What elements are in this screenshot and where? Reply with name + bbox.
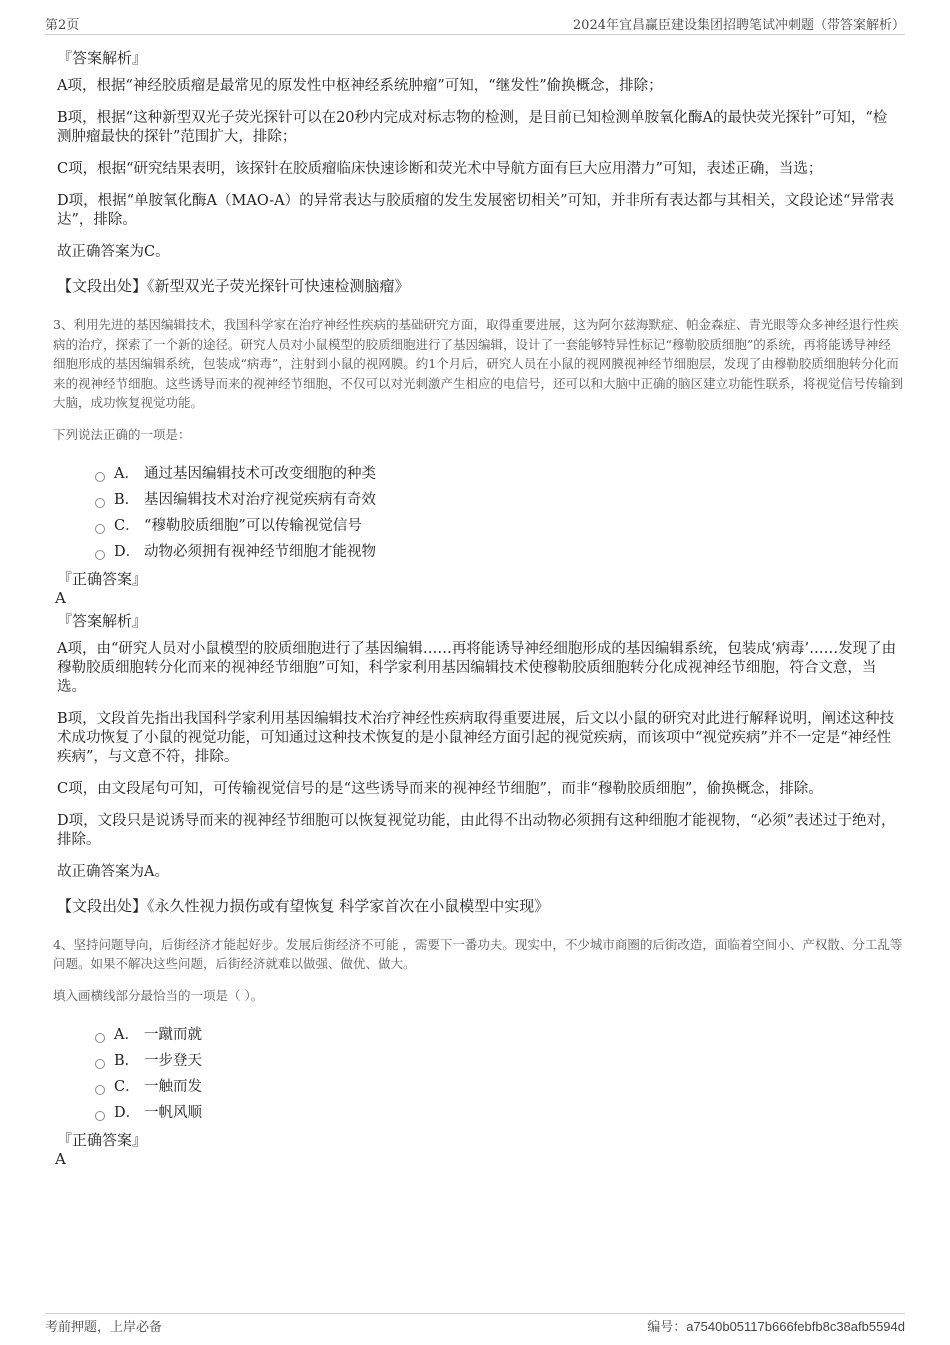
page-header — [45, 14, 905, 35]
q4-option-c[interactable] — [95, 1075, 897, 1101]
footer-slogan: 考前押题，上岸必备 — [45, 1320, 163, 1335]
q3-answer-label: 『正确答案』 — [57, 569, 148, 588]
q2-analysis-label: 『答案解析』 — [57, 49, 148, 67]
option-text: 一步登天 — [144, 1053, 202, 1069]
q3-options — [95, 462, 897, 566]
q2-source: 【文段出处】《新型双光子荧光探针可快速检测脑瘤》 — [57, 277, 410, 295]
q2-analysis-a: A项，根据“神经胶质瘤是最常见的原发性中枢神经系统肿瘤”可知，“继发性”偷换概念，排除； — [57, 78, 663, 94]
page-number: 第2页 — [45, 18, 80, 33]
option-letter: A． — [114, 1027, 139, 1043]
q3-analysis-label: 『答案解析』 — [57, 611, 148, 630]
q3-answer: A — [55, 588, 66, 607]
option-text: “穆勒胶质细胞”可以传输视觉信号 — [144, 518, 362, 534]
radio-icon[interactable] — [95, 498, 105, 508]
option-text: 基因编辑技术对治疗视觉疾病有奇效 — [144, 492, 376, 508]
radio-icon[interactable] — [95, 1033, 105, 1043]
q2-analysis-d: D项，根据“单胺氧化酶A（MAO-A）的异常表达与胶质瘤的发生发展密切相关”可知，并非所有表达都与其相关，文段论述“异常表达”，排除。 — [57, 193, 894, 228]
q3-option-a[interactable] — [95, 462, 897, 488]
option-text: 一蹴而就 — [144, 1027, 202, 1043]
q4-text: 4、坚持问题导向，后街经济才能起好步。发展后街经济不可能 ，需要下一番功夫。现实中，不少城市商圈的后街改造，面临着空间小、产权散、分工乱等问题。如果不解决这些问题，后街经济就难以做强、做优、做大。 — [53, 936, 903, 971]
q4-prompt: 填入画横线部分最恰当的一项是（ ）。 — [53, 987, 264, 1003]
q4-option-d[interactable] — [95, 1101, 897, 1127]
radio-icon[interactable] — [95, 550, 105, 560]
q4-answer: A — [55, 1149, 66, 1168]
q3-conclusion: 故正确答案为A。 — [57, 863, 169, 880]
q3-option-d[interactable] — [95, 540, 897, 566]
page-footer — [45, 1313, 905, 1335]
q2-analysis-c: C项，根据“研究结果表明，该探针在胶质瘤临床快速诊断和荧光术中导航方面有巨大应用潜力”可知，表述正确，当选； — [57, 161, 823, 177]
document-content — [53, 47, 904, 1171]
option-letter: C． — [114, 518, 140, 534]
radio-icon[interactable] — [95, 1085, 105, 1095]
option-text: 通过基因编辑技术可改变细胞的种类 — [144, 466, 376, 482]
q3-source: 【文段出处】《永久性视力损伤或有望恢复 科学家首次在小鼠模型中实现》 — [57, 896, 550, 915]
q3-option-b[interactable] — [95, 488, 897, 514]
option-text: 一触而发 — [144, 1079, 202, 1095]
q3-analysis-b: B项，文段首先指出我国科学家利用基因编辑技术治疗神经性疾病取得重要进展，后文以小鼠的研究对此进行解释说明，阐述这种技术成功恢复了小鼠的视觉功能，可知通过这种技术恢复的是小鼠神经方面引起的视觉疾病，而该项中“视觉疾病”并不一定是“神经性疾病”，与文意不符，排除。 — [57, 710, 895, 765]
q4-option-b[interactable] — [95, 1049, 897, 1075]
radio-icon[interactable] — [95, 1059, 105, 1069]
radio-icon[interactable] — [95, 472, 105, 482]
option-letter: A． — [114, 466, 139, 482]
q4-answer-label: 『正确答案』 — [57, 1130, 148, 1149]
q2-conclusion: 故正确答案为C。 — [57, 244, 170, 260]
option-letter: B． — [114, 1053, 140, 1069]
q3-prompt: 下列说法正确的一项是： — [53, 426, 191, 442]
radio-icon[interactable] — [95, 1111, 105, 1121]
q3-analysis-c: C项，由文段尾句可知，可传输视觉信号的是“这些诱导而来的视神经节细胞”，而非“穆勒胶质细胞”，偷换概念，排除。 — [57, 780, 823, 797]
option-letter: D． — [114, 1105, 141, 1121]
q3-option-c[interactable] — [95, 514, 897, 540]
document-title: 2024年宜昌赢臣建设集团招聘笔试冲刺题（带答案解析） — [572, 18, 905, 33]
option-text: 一帆风顺 — [144, 1105, 202, 1121]
option-letter: D． — [114, 544, 141, 560]
q4-options — [95, 1023, 897, 1127]
option-letter: B． — [114, 492, 140, 508]
q3-text: 3、利用先进的基因编辑技术，我国科学家在治疗神经性疾病的基础研究方面，取得重要进展，这为阿尔兹海默症、帕金森症、青光眼等众多神经退行性疾病的治疗，探索了一个新的途径。研究人员对小鼠模型的胶质细胞进行了基因编辑，设计了一套能够特异性标记“穆勒胶质细胞”的系统，再将能诱导神经细胞形成的基因编辑系统，包装成“病毒”，注射到小鼠的视网膜。约1个月后，研究人员在小鼠的视网膜视神经节细胞层，发现了由穆勒胶质细胞转分化而来的视神经节细胞。这些诱导而来的视神经节细胞，不仅可以对光刺激产生相应的电信号，还可以和大脑中正确的脑区建立功能性联系，将视觉信号传输到大脑，成功恢复视觉功能。 — [53, 317, 904, 410]
option-letter: C． — [114, 1079, 140, 1095]
document-code: 编号：a7540b05117b666febfb8c38afb5594d — [647, 1319, 905, 1334]
option-text: 动物必须拥有视神经节细胞才能视物 — [144, 544, 376, 560]
radio-icon[interactable] — [95, 524, 105, 534]
q3-analysis-d: D项，文段只是说诱导而来的视神经节细胞可以恢复视觉功能，由此得不出动物必须拥有这种细胞才能视物，“必须”表述过于绝对，排除。 — [57, 812, 896, 848]
q3-analysis-a: A项，由“研究人员对小鼠模型的胶质细胞进行了基因编辑……再将能诱导神经细胞形成的基因编辑系统，包装成‘病毒’……发现了由穆勒胶质细胞转分化而来的视神经节细胞”可知，科学家利用基因编辑技术使穆勒胶质细胞转分化成视神经节细胞，符合文意，当选。 — [57, 640, 897, 695]
q4-option-a[interactable] — [95, 1023, 897, 1049]
q2-analysis-b: B项，根据“这种新型双光子荧光探针可以在20秒内完成对标志物的检测，是目前已知检测单胺氧化酶A的最快荧光探针”可知，“检测肿瘤最快的探针”范围扩大，排除； — [57, 110, 888, 145]
